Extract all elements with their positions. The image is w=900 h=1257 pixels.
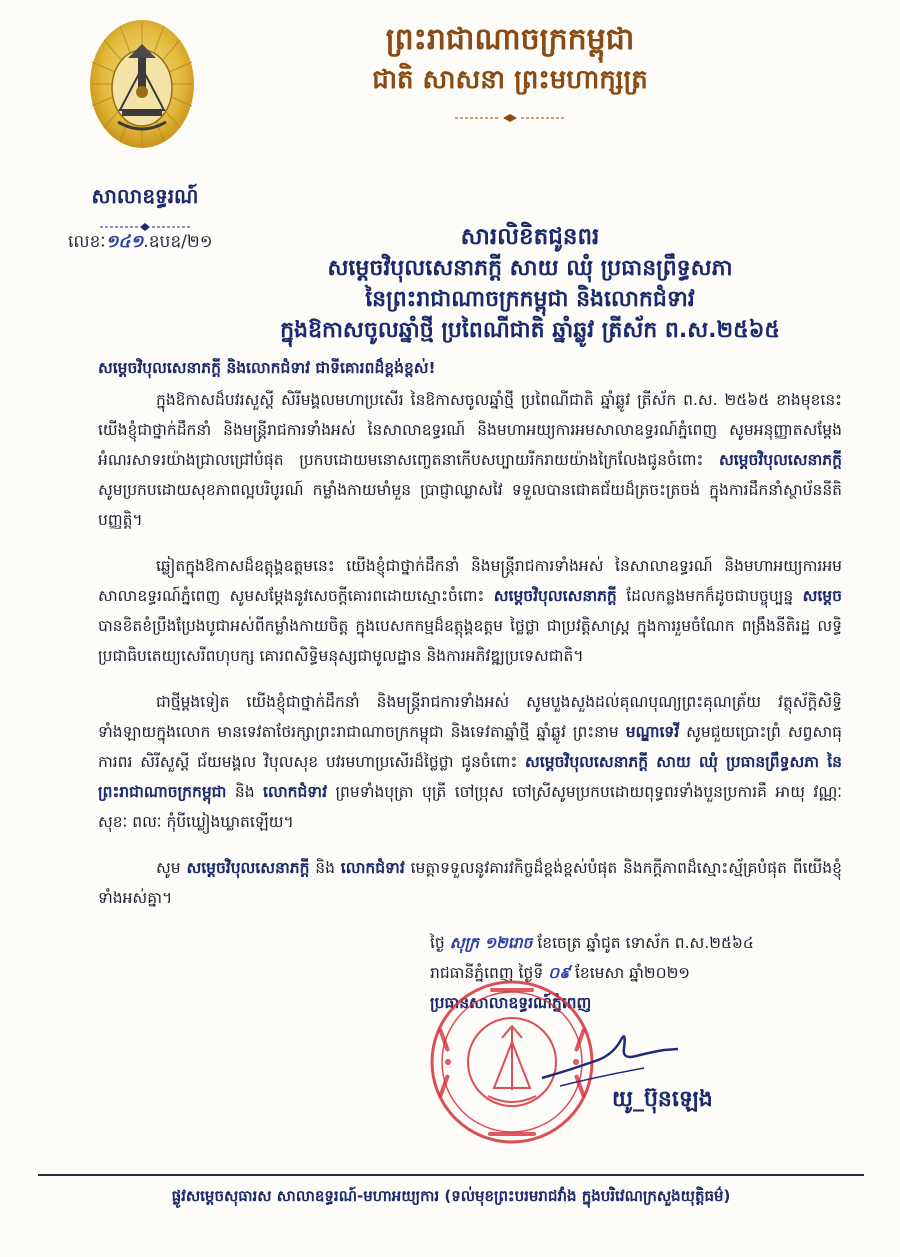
p2-bold-2: សម្តេច bbox=[802, 587, 842, 605]
paragraph-1 bbox=[98, 385, 842, 535]
paragraph-2 bbox=[98, 551, 842, 671]
ref-label: លេខៈ bbox=[68, 232, 106, 252]
p4-bold: សម្តេចវិបុលសេនាភក្តី bbox=[186, 859, 310, 877]
signature-icon bbox=[540, 1030, 680, 1090]
p2-bold: សម្តេចវិបុលសេនាភក្តី bbox=[493, 587, 617, 605]
kingdom-header bbox=[300, 20, 720, 126]
footer-rule bbox=[38, 1174, 864, 1176]
p4-and: និង bbox=[315, 859, 335, 877]
signer-name: យូ_ប៊ុនឡេង bbox=[612, 1087, 713, 1112]
ref-suffix: .ឧបឧ/២១ bbox=[143, 232, 213, 252]
letter-title bbox=[250, 222, 810, 346]
p2-text: ឆ្លៀតក្នុងឱកាសដ៏ឧត្តុង្គឧត្តមនេះ យើងខ្ញុំជាថ្នាក់ដឹកនាំ និងមន្ត្រីរាជការទាំងអស់ នៃសាលាឧទ្ធរណ៍ និងមហាអយ្យការអមសាលាឧទ្ធរណ៍ភ្នំពេញ សូមសម្តែងនូវសេចក្តីគោរពដោយស្មោះចំពោះ bbox=[98, 557, 842, 605]
p3-bold: មណ្ឌាទេវី bbox=[625, 723, 680, 741]
p4-end: មេត្តាទទួលនូវគារវកិច្ចដ៏ខ្ពង់ខ្ពស់បំផុត និងកក្តីភាពដ៏ស្មោះស្ម័គ្របំផុត ពីយើងខ្ញុំទាំងអស់គ្នា។ bbox=[98, 859, 842, 907]
p3-text: ជាថ្មីម្តងទៀត យើងខ្ញុំជាថ្នាក់ដឹកនាំ និងមន្ត្រីរាជការទាំងអស់ សូមបួងសួងដល់គុណបុណ្យព្រះគុណត្រ័យ វត្ថុស័ក្តិសិទ្ធិទាំងឡាយក្នុងលោក មានទេវតាថែរក្សាព្រះរាជាណាចក្រកម្ពុជា និងទេវតាឆ្នាំថ្មី ឆ្នាំឆ្លូវ ព្រះនាម bbox=[98, 693, 842, 741]
ref-number-handwritten: ១៤១ bbox=[105, 232, 144, 252]
lunar-rest: ខែចេត្រ ឆ្នាំជូត ទោស័ក ព.ស.២៥៦៤ bbox=[537, 934, 754, 952]
p4-bold-2: លោកជំទាវ bbox=[340, 859, 405, 877]
solar-rest: ខែមេសា ឆ្នាំ២០២១ bbox=[574, 964, 691, 982]
greeting: សម្តេចវិបុលសេនាភក្តី និងលោកជំទាវ ជាទីគោរពដ៏ខ្ពង់ខ្ពស់! bbox=[98, 359, 436, 377]
solar-handwritten: ០៩ bbox=[548, 964, 571, 982]
paragraph-4 bbox=[98, 853, 842, 913]
title-line-2: សម្តេចវិបុលសេនាភក្តី សាយ ឈុំ ប្រធានព្រឹទ្ធសភា bbox=[327, 256, 733, 281]
title-line-1: សារលិខិតជូនពរ bbox=[460, 224, 600, 250]
ornament-divider-icon bbox=[455, 114, 565, 122]
letter-body bbox=[98, 353, 842, 929]
p2-mid: ដែលកន្លងមកក៏ដូចជាបច្ចុប្បន្ន bbox=[626, 587, 794, 605]
lunar-prefix: ថ្ងៃ bbox=[430, 934, 445, 952]
office-name: សាលាឧទ្ធរណ៍ bbox=[91, 184, 199, 208]
p3-and: និង bbox=[234, 783, 255, 801]
p3-end: ព្រមទាំងបុត្រា បុត្រី ចៅប្រុស ចៅស្រីសូមប្រកបដោយពុទ្ធពរទាំងបួនប្រការគឺ អាយុ វណ្ណៈ សុខៈ ពលៈ កុំបីឃ្លៀងឃ្លាតឡើយ។ bbox=[98, 783, 842, 831]
p3-bold-3: លោកជំទាវ bbox=[263, 783, 327, 801]
p1-end: សូមប្រកបដោយសុខភាពល្អបរិបូរណ៍ កម្លាំងកាយមាំមួន ប្រាជ្ញាឈ្លាសវៃ ទទួលបានជោគជ័យដ៏ត្រចះត្រចង់ ក្នុងការដឹកនាំស្ថាប័ននីតិបញ្ញត្តិ។ bbox=[98, 481, 842, 529]
lunar-date bbox=[430, 928, 850, 958]
solar-prefix: រាជធានីភ្នំពេញ ថ្ងៃទី bbox=[430, 964, 544, 982]
p2-end: បានខិតខំប្រឹងប្រែងបូជាអស់ពីកម្លាំងកាយចិត្ត ក្នុងបេសកកម្មដ៏ឧត្តុង្គឧត្តម ថ្លៃថ្លា ជាប្រវត្តិសាស្ត្រ ក្នុងការរួមចំណែក ពង្រឹងនីតិរដ្ឋ លទ្ធិប្រជាធិបតេយ្យសេរីពហុបក្ស គោរពសិទ្ធិមនុស្សជាមូលដ្ឋាន និងការអភិវឌ្ឍប្រទេសជាតិ។ bbox=[98, 617, 842, 665]
royal-emblem-icon bbox=[88, 18, 196, 150]
p3-mid: សូមជួយប្រោះព្រំ សព្វសាធុការពរ សិរីសួស្តី ជ័យមង្គល វិបុលសុខ បវរមហាប្រសើរដ៏ថ្លៃថ្លា ជូនចំពោះ bbox=[98, 723, 842, 771]
p1-text: ក្នុងឱកាសដ៏បវរសួស្តី សិរីមង្គលមហាប្រសើរ នៃឱកាសចូលឆ្នាំថ្មី ប្រពៃណីជាតិ ឆ្នាំឆ្លូវ ត្រីស័ក ព.ស. ២៥៦៥ ខាងមុខនេះ យើងខ្ញុំជាថ្នាក់ដឹកនាំ និងមន្ត្រីរាជការទាំងអស់ នៃសាលាឧទ្ធរណ៍ និងមហាអយ្យការអមសាលាឧទ្ធរណ៍ភ្នំពេញ សូមអនុញ្ញាតសម្តែងអំណរសាទរយ៉ាងជ្រាលជ្រៅបំផុត ប្រកបដោយមនោសញ្ចេតនាកើបសប្បាយរីករាយយ៉ាងក្រៃលែងជូនចំពោះ bbox=[98, 391, 842, 469]
title-line-3: នៃព្រះរាជាណាចក្រកម្ពុជា និងលោកជំទាវ bbox=[365, 287, 695, 312]
p3-bold-2: សម្តេចវិបុលសេនាភក្តី សាយ ឈុំ ប្រធានព្រឹទ្ធសភា នៃព្រះរាជាណាចក្រកម្ពុជា bbox=[98, 753, 842, 801]
national-motto: ជាតិ សាសនា ព្រះមហាក្សត្រ bbox=[372, 65, 648, 95]
lunar-handwritten: សុក្រ ១២រោច bbox=[449, 934, 533, 952]
title-line-4: ក្នុងឱកាសចូលឆ្នាំថ្មី ប្រពៃណីជាតិ ឆ្នាំឆ្លូវ ត្រីស័ក ព.ស.២៥៦៥ bbox=[280, 318, 780, 343]
signer-title: ប្រធានសាលាឧទ្ធរណ៍ភ្នំពេញ bbox=[430, 994, 592, 1012]
kingdom-name: ព្រះរាជាណាចក្រកម្ពុជា bbox=[385, 22, 635, 57]
p4-start: សូម bbox=[156, 859, 181, 877]
p1-bold: សម្តេចវិបុលសេនាភក្តី bbox=[719, 451, 842, 469]
paragraph-3 bbox=[98, 687, 842, 837]
reference-number bbox=[68, 229, 213, 255]
footer-address: ផ្លូវសម្តេចសុធារស សាលាឧទ្ធរណ៍-មហាអយ្យការ (ទល់មុខព្រះបរមរាជវាំង ក្នុងបរិវេណក្រសួងយុត្តិធម៌) bbox=[171, 1187, 731, 1205]
